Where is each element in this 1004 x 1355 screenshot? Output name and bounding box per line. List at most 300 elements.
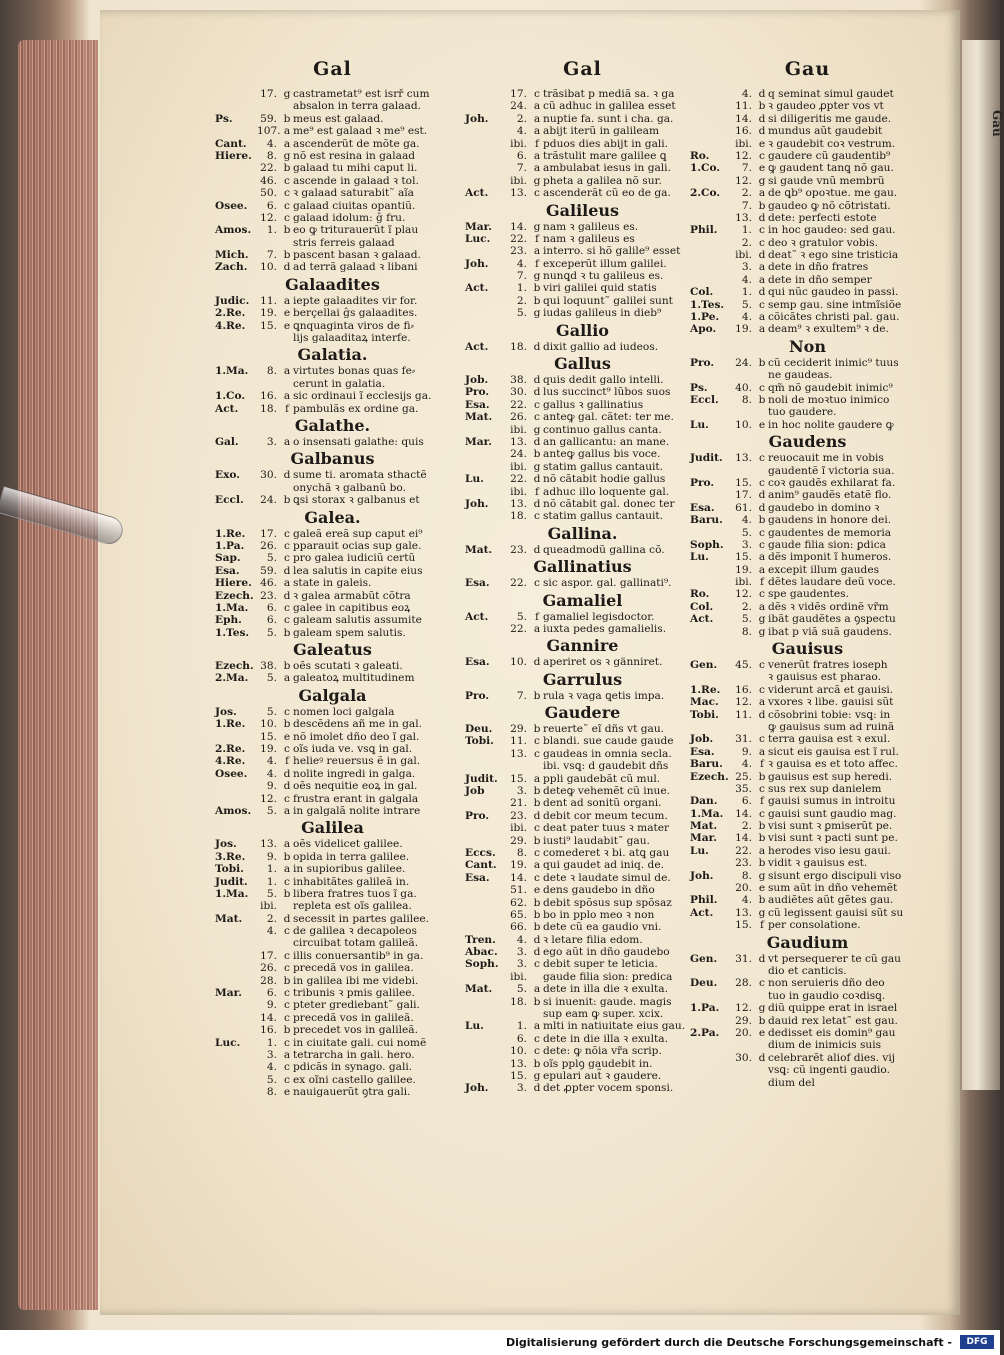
concordance-line (215, 138, 450, 150)
quotation-text: ꝛ letare filia edom. (543, 933, 643, 946)
book-ref: Tren. (465, 933, 496, 946)
chapter-number: 14. (735, 112, 752, 125)
quotation-text: an gallicantu: an mane. (543, 435, 670, 448)
section-letter (531, 1008, 543, 1020)
concordance-line (690, 394, 925, 406)
quotation-text: tuo gaudere. (768, 406, 837, 419)
concordance-line (690, 894, 925, 906)
section-letter: c (759, 977, 765, 990)
running-head-1: Gal (313, 58, 352, 80)
chapter-number: 6. (516, 149, 527, 162)
chapter-number: 10. (735, 418, 752, 431)
book-ref (465, 921, 507, 933)
book-ref (215, 975, 257, 987)
section-letter: b (533, 834, 541, 847)
chapter-number: 2. (266, 912, 277, 925)
concordance-line (215, 975, 450, 987)
quotation-text: galaad tu mihi caput li. (293, 162, 418, 175)
concordance-line (465, 138, 700, 150)
concordance-line (215, 627, 450, 639)
quotation-text: continuo gallus canta. (543, 423, 662, 436)
section-letter: a (283, 577, 291, 590)
section-letter: a (283, 294, 291, 307)
concordance-line (465, 100, 700, 112)
concordance-line (465, 461, 700, 473)
chapter-number: 22. (260, 162, 277, 175)
concordance-line (215, 805, 450, 817)
chapter-number: 1. (741, 224, 752, 237)
book-ref: Osee. (215, 767, 248, 780)
section-letter: e (758, 162, 766, 175)
chapter-number: 15. (260, 730, 277, 743)
concordance-line (465, 1020, 700, 1032)
chapter-number (732, 1039, 756, 1051)
section-letter: d (758, 88, 766, 100)
section-letter: e (283, 307, 291, 320)
section-letter: c (284, 999, 290, 1012)
chapter-number (732, 721, 756, 733)
book-ref (465, 125, 507, 137)
concordance-line (465, 996, 700, 1008)
section-letter: b (758, 514, 766, 527)
section-letter: b (283, 162, 291, 175)
chapter-number: 19. (735, 563, 752, 576)
quotation-text: ex oĩni castello galilee. (293, 1073, 416, 1086)
quotation-text: galeatoꝝ multitudinem (293, 672, 415, 685)
concordance-line (215, 150, 450, 162)
concordance-line (465, 847, 700, 859)
concordance-line (215, 320, 450, 332)
section-letter: a (533, 245, 541, 258)
section-letter: c (284, 614, 290, 627)
chapter-number: 10. (510, 1045, 527, 1058)
concordance-line (465, 187, 700, 199)
concordance-line (690, 419, 925, 431)
book-ref: Ps. (690, 381, 708, 394)
concordance-line (215, 528, 450, 540)
quotation-text: o insensati galathe: quis (293, 435, 424, 448)
quotation-text: cõicãtes christi pal. gau. (768, 311, 900, 324)
chapter-number: 6. (741, 795, 752, 808)
book-ref (215, 162, 257, 174)
running-head-2: Gal (563, 58, 602, 80)
book-ref: 1.Pe. (690, 311, 720, 324)
quotation-text: tetrarcha in gali. hero. (293, 1049, 415, 1061)
book-ref: Mat. (690, 820, 718, 833)
concordance-line (465, 884, 700, 896)
book-ref (215, 962, 257, 974)
book-ref: Act. (465, 282, 489, 295)
section-letter: b (758, 393, 766, 406)
book-ref: Gal. (215, 435, 239, 448)
concordance-line (690, 709, 925, 721)
book-ref: Ezech. (215, 589, 254, 602)
chapter-number (257, 332, 281, 344)
book-ref (215, 780, 257, 792)
book-ref: Esa. (690, 745, 715, 758)
section-letter: g (758, 869, 766, 882)
book-ref: Judit. (690, 452, 723, 465)
section-letter: g (758, 174, 766, 187)
chapter-number: 4. (266, 137, 277, 150)
section-letter (281, 482, 293, 494)
concordance-line (690, 588, 925, 600)
section-letter (531, 760, 543, 772)
chapter-number: 5. (266, 552, 277, 565)
quotation-text: galaad ciuitas opantiũ. (293, 199, 416, 212)
quotation-text: onychã ꝛ galbanũ bo. (293, 481, 406, 494)
chapter-number: 10. (260, 261, 277, 274)
concordance-line (465, 1058, 700, 1070)
book-ref: Osee. (215, 199, 248, 212)
quotation-text: dixit gallio ad iudeos. (543, 340, 659, 353)
quotation-text: ibi. vsꝗ: d gaudebit dñs (543, 760, 669, 773)
quotation-text: si diligeritis me gaude. (768, 112, 892, 125)
chapter-number: 2. (741, 187, 752, 200)
concordance-line (690, 465, 925, 477)
chapter-number: 19. (510, 859, 527, 872)
concordance-line (215, 660, 450, 672)
book-ref: Sap. (215, 552, 241, 565)
chapter-number: 1. (266, 875, 277, 888)
quotation-text: tuo in gaudio coꝛdisꝗ. (768, 989, 886, 1002)
section-letter: d (533, 497, 541, 510)
concordance-line (215, 768, 450, 780)
quotation-text: audiẽtes aũt gẽtes gau. (768, 894, 894, 907)
section-letter: g (758, 906, 766, 919)
quotation-text: de galilea ꝛ decapoleos (293, 925, 417, 938)
quotation-text: anteꝙ gal. cãtet: ter me. (543, 411, 674, 424)
book-ref: Exo. (215, 469, 240, 482)
section-letter: g (533, 460, 541, 473)
concordance-line (215, 614, 450, 626)
chapter-number: 14. (735, 807, 752, 820)
section-letter: c (759, 236, 765, 249)
chapter-number: 4. (741, 758, 752, 771)
quotation-text: in ciuitate gali. cui nomẽ (293, 1036, 427, 1049)
quotation-text: inhabitãtes galileã in. (293, 875, 410, 888)
quotation-text: meus est galaad. (293, 112, 384, 125)
section-letter: d (758, 501, 766, 514)
book-ref: 1.Tes. (690, 298, 725, 311)
quotation-text: circuibat totam galileã. (293, 937, 419, 950)
concordance-line (215, 187, 450, 199)
section-letter: c (284, 1061, 290, 1074)
quotation-text: pascent basan ꝛ galaad. (293, 249, 421, 262)
quotation-text: reuocauit me in vobis (768, 452, 884, 465)
quotation-text: gamaliel legisdoctor. (543, 610, 655, 623)
concordance-line (215, 913, 450, 925)
quotation-text: semp gau. sine intmĩsiõe (768, 298, 902, 311)
quotation-text: coꝛ gaudẽs exhilarat fa. (768, 476, 896, 489)
quotation-text: lea salutis in capite eius (293, 564, 423, 577)
headword: Gannire (546, 636, 619, 656)
concordance-line (465, 486, 700, 498)
headword: Galileus (545, 200, 620, 220)
section-letter: g (533, 423, 541, 436)
chapter-number: 19. (260, 743, 277, 756)
concordance-line (215, 851, 450, 863)
quotation-text: ꝙ gaudent tanꝗ nõ gau. (768, 162, 894, 175)
chapter-number: 5. (516, 307, 527, 320)
section-letter: f (535, 137, 539, 150)
section-letter: b (283, 850, 291, 863)
chapter-number: 9. (741, 745, 752, 758)
quotation-text: gaudeas in omnia secla. (543, 747, 672, 760)
concordance-line (215, 332, 450, 344)
concordance-line (690, 771, 925, 783)
section-letter: c (534, 747, 540, 760)
book-ref: Act. (465, 610, 489, 623)
book-ref (215, 1074, 257, 1086)
book-ref: Esa. (465, 398, 490, 411)
concordance-line (215, 706, 450, 718)
concordance-line (690, 832, 925, 844)
chapter-number: 3. (516, 785, 527, 798)
book-ref (690, 175, 732, 187)
section-letter: c (534, 577, 540, 590)
quotation-text: abijt iterũ in galileam (543, 125, 660, 138)
quotation-text: deat˜ ꝛ ego sine tristicia (768, 249, 899, 262)
chapter-number: 20. (735, 882, 752, 895)
chapter-number: 15. (735, 551, 752, 564)
quotation-text: mlti in natiuitate eius gau. (543, 1020, 686, 1033)
concordance-line (465, 872, 700, 884)
quotation-text: de ꝗb⁹ opoꝛtue. me gau. (768, 187, 898, 200)
chapter-number: 29. (735, 1014, 752, 1027)
headword: Gaudens (768, 432, 847, 452)
book-ref: Pro. (690, 476, 715, 489)
quotation-text: cerunt in galatia. (293, 377, 386, 390)
section-letter (281, 100, 293, 112)
section-letter: c (759, 683, 765, 696)
quotation-text: spe gaudentes. (768, 588, 849, 601)
chapter-number: 22. (735, 844, 752, 857)
quotation-text: gaudentes de memoria (768, 526, 892, 539)
section-letter: c (759, 452, 765, 465)
book-ref (215, 1086, 257, 1098)
concordance-line (215, 88, 450, 100)
chapter-number: 2. (741, 236, 752, 249)
concordance-line (465, 897, 700, 909)
book-ref: Gen. (690, 952, 718, 965)
chapter-number: 7. (516, 270, 527, 283)
chapter-number: 4. (741, 894, 752, 907)
concordance-line (690, 953, 925, 965)
headword: Gauisus (771, 639, 844, 659)
section-letter: d (533, 386, 541, 399)
chapter-number: 3. (516, 1082, 527, 1095)
chapter-number: ibi. (735, 137, 752, 150)
section-letter: b (758, 100, 766, 113)
chapter-number (732, 465, 756, 477)
headword: Gaudere (544, 703, 621, 723)
chapter-number: 51. (510, 884, 527, 897)
quotation-text: dent ad sonitũ organi. (543, 797, 662, 810)
quotation-text: ascenderãt cũ eo de ga. (543, 187, 671, 200)
section-letter (756, 721, 768, 733)
chapter-number: 1. (266, 1036, 277, 1049)
chapter-number: 26. (260, 539, 277, 552)
chapter-number: 25. (735, 770, 752, 783)
quotation-text: sicut eis gauisa est ĩ rul. (768, 745, 899, 758)
quotation-text: deteꝙ vehemẽt cũ inue. (543, 785, 670, 798)
quotation-text: gauisus est sup heredi. (768, 770, 893, 783)
concordance-line (690, 1027, 925, 1039)
quotation-text: deat pater tuus ꝛ mater (543, 822, 670, 835)
chapter-number (732, 406, 756, 418)
quotation-text: gaudentẽ ĩ victoria sua. (768, 464, 895, 477)
chapter-number (732, 1064, 756, 1076)
chapter-number: 12. (260, 211, 277, 224)
chapter-number: 17. (260, 88, 277, 100)
book-ref: Eccl. (690, 393, 719, 406)
section-letter: d (758, 1051, 766, 1064)
chapter-number: 40. (735, 381, 752, 394)
chapter-number: 14. (260, 1011, 277, 1024)
chapter-number: 3. (741, 261, 752, 274)
book-ref: 4.Re. (215, 755, 246, 768)
chapter-number: 8. (741, 869, 752, 882)
book-ref (690, 100, 732, 112)
section-letter: d (533, 809, 541, 822)
quotation-text: vxores ꝛ libe. gauisi sũt (768, 696, 894, 709)
quotation-text: gaudere cũ gaudentib⁹ (768, 149, 891, 162)
quotation-text: dẽtes laudare deũ voce. (768, 576, 896, 589)
section-letter (531, 971, 543, 983)
quotation-text: iepte galaadites vir for. (293, 294, 418, 307)
quotation-text: nõ cãtabit hodie gallus (543, 473, 666, 486)
chapter-number: 30. (260, 469, 277, 482)
quotation-text: nõ est resina in galaad (293, 149, 416, 162)
section-letter: g (533, 270, 541, 283)
chapter-number: 6. (266, 601, 277, 614)
quotation-text: dẽs ꝛ vidẽs ordinẽ vr̃m (768, 600, 889, 613)
section-letter: e (283, 1086, 291, 1099)
chapter-number: 11. (260, 294, 277, 307)
section-letter: f (535, 485, 539, 498)
concordance-line (215, 793, 450, 805)
chapter-number (732, 369, 756, 381)
concordance-line (465, 150, 700, 162)
quotation-text: vt persequerer te cũ gau (768, 952, 902, 965)
book-ref (465, 307, 507, 319)
section-letter: a (533, 100, 541, 113)
book-ref (465, 461, 507, 473)
book-ref: Soph. (690, 538, 724, 551)
book-ref (215, 88, 257, 100)
book-ref: 3.Re. (215, 850, 246, 863)
chapter-number: 4. (516, 933, 527, 946)
section-letter: c (759, 381, 765, 394)
book-ref: 1.Pa. (215, 539, 245, 552)
book-ref: Mich. (215, 249, 249, 262)
quotation-text: galee in capitibus eoꝝ (293, 601, 411, 614)
section-letter: a (283, 435, 291, 448)
quotation-text: stris ferreis galaad (293, 236, 395, 249)
quotation-text: qui nũc gaudeo in passi. (768, 286, 899, 299)
quotation-text: reuerte˜ eĩ dñs vt gau. (543, 723, 665, 736)
section-letter: a (283, 804, 291, 817)
chapter-number: 13. (260, 838, 277, 851)
quotation-text: galeam salutis assumite (293, 614, 422, 627)
concordance-line (690, 369, 925, 381)
concordance-line (215, 1037, 450, 1049)
chapter-number: 4. (516, 125, 527, 138)
book-ref (690, 138, 732, 150)
section-letter (281, 332, 293, 344)
quotation-text: venerũt fratres ioseph (768, 659, 888, 672)
chapter-number: 29. (510, 723, 527, 736)
concordance-line (690, 601, 925, 613)
headword: Galathe. (294, 415, 371, 435)
book-ref: Baru. (690, 758, 723, 771)
quotation-text: non seruieris dño deo (768, 977, 885, 990)
chapter-number: 12. (735, 149, 752, 162)
quotation-text: ascende in galaad ꝛ tol. (293, 174, 419, 187)
book-ref (465, 748, 507, 760)
book-ref (465, 996, 507, 1008)
chapter-number: 9. (266, 999, 277, 1012)
section-letter: c (759, 224, 765, 237)
book-ref (690, 113, 732, 125)
quotation-text: gaudeo ꝙ nõ cõtristati. (768, 199, 891, 212)
section-letter: b (533, 448, 541, 461)
chapter-number: 16. (260, 1024, 277, 1037)
book-ref: 1.Ma. (690, 807, 724, 820)
concordance-line (215, 950, 450, 962)
section-letter: a (758, 600, 766, 613)
quotation-text: qui gaudet ad iniq. de. (543, 859, 664, 872)
concordance-line (215, 838, 450, 850)
section-letter: f (535, 257, 539, 270)
chapter-number: 6. (266, 199, 277, 212)
quotation-text: herodes viso iesu gaui. (768, 844, 891, 857)
quotation-text: visi sunt ꝛ ꝑmiserũt pe. (768, 820, 893, 833)
book-ref: Amos. (215, 224, 252, 237)
book-ref: Job. (465, 374, 489, 387)
concordance-line (465, 735, 700, 747)
section-letter: d (758, 286, 766, 299)
section-letter: b (283, 112, 291, 125)
book-ref: Apo. (690, 323, 717, 336)
book-ref (690, 237, 732, 249)
chapter-number: 10. (510, 656, 527, 669)
chapter-number: 13. (735, 452, 752, 465)
book-ref (215, 925, 257, 937)
quotation-text: dẽs imponit ĩ humeros. (768, 551, 892, 564)
headword: Galgala (298, 685, 367, 705)
book-ref: 1.Co. (215, 390, 246, 403)
book-ref: Act. (465, 340, 489, 353)
concordance-line (690, 489, 925, 501)
headword: Galatia. (297, 345, 368, 365)
concordance-line (690, 274, 925, 286)
section-letter: b (533, 908, 541, 921)
quotation-text: adhuc illo loquente gal. (543, 485, 670, 498)
book-ref (215, 378, 257, 390)
chapter-number: 16. (735, 683, 752, 696)
book-ref (465, 1008, 507, 1020)
book-ref (465, 835, 507, 847)
chapter-number: 23. (510, 543, 527, 556)
book-ref: Gen. (690, 659, 718, 672)
quotation-text: pheta a galilea nõ sur. (543, 174, 662, 187)
chapter-number: 65. (510, 908, 527, 921)
book-ref: Jos. (215, 705, 237, 718)
quotation-text: nuptie fa. sunt i cha. ga. (543, 112, 674, 125)
concordance-line (215, 718, 450, 730)
